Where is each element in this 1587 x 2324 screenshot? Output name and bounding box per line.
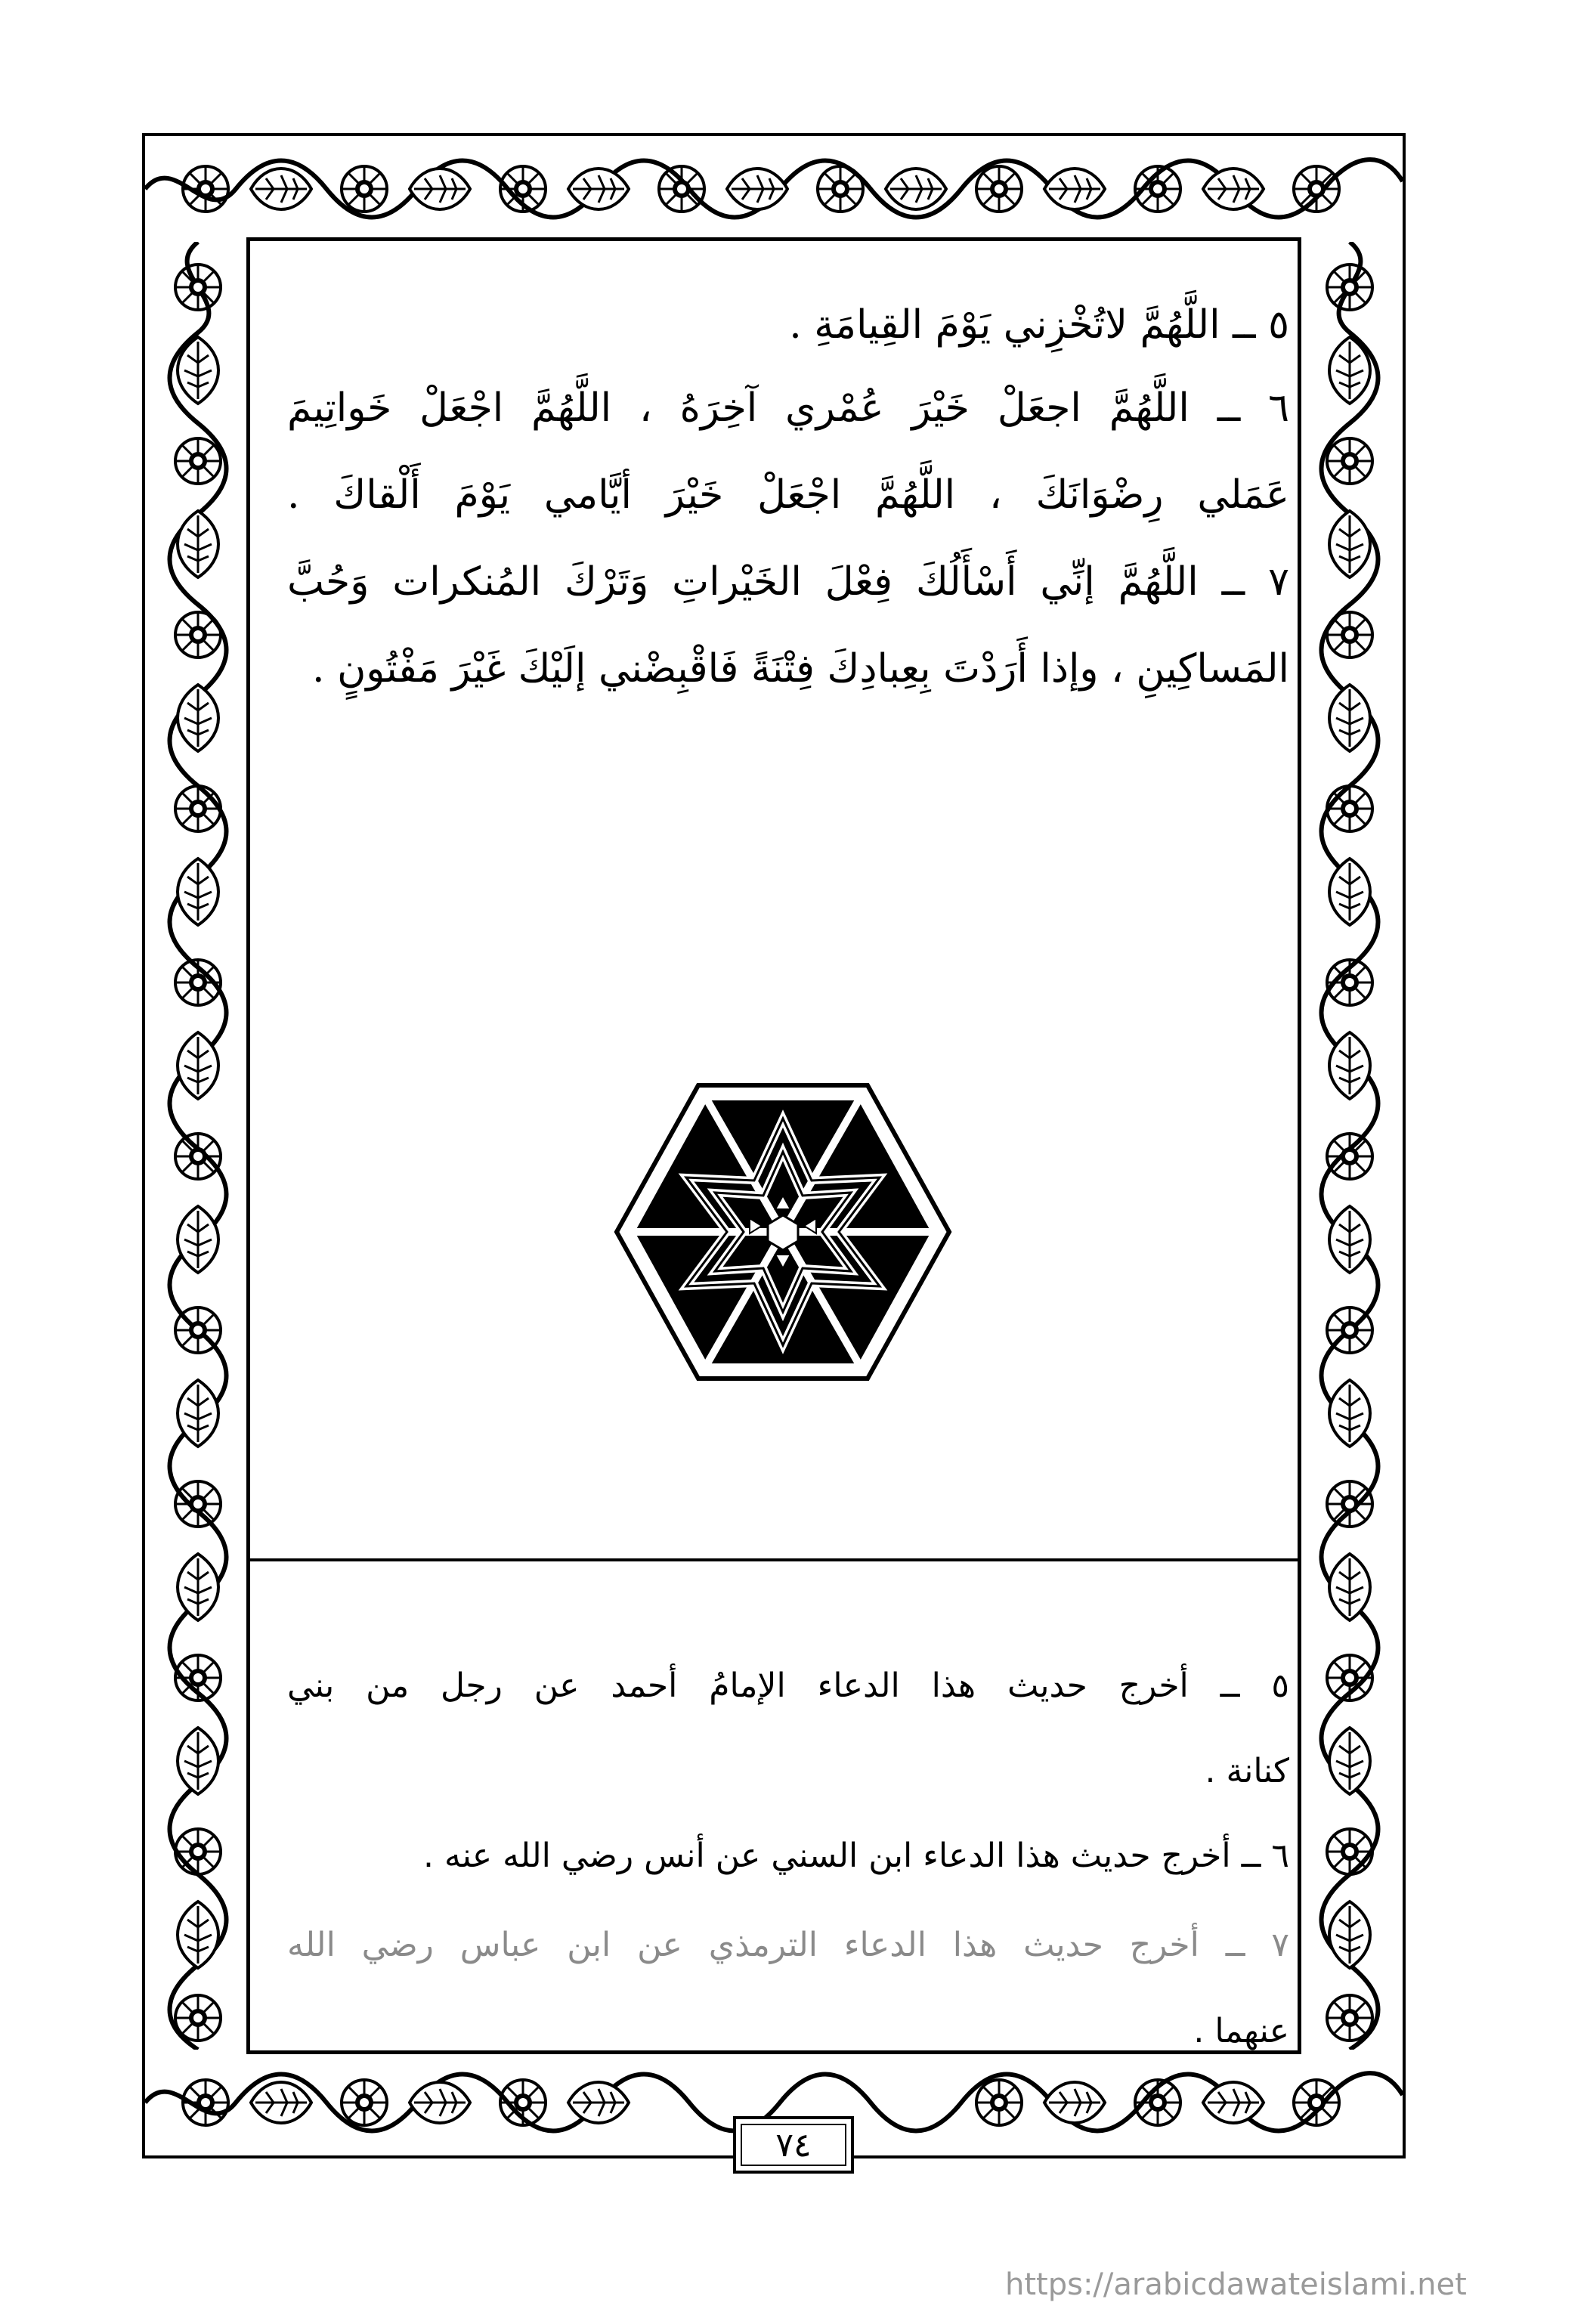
page-number-label: ٧٤ (775, 2125, 812, 2165)
floral-border-right-icon (1297, 242, 1403, 2050)
watermark-url: https://arabicdawateislami.net (1005, 2267, 1467, 2302)
footnote-7a: ٧ ــ أخرج حديث هذا الدعاء الترمذي عن ابن عباس رضي الله (287, 1926, 1289, 1964)
dua-line-6a: ٦ ــ اللَّهُمَّ اجعَلْ خَيْرَ عُمْري آخِرَهُ ، اللَّهُمَّ اجْعَلْ خَواتِيمَ (287, 385, 1289, 431)
dua-line-7b: المَساكِينِ ، وإذا أَرَدْتَ بِعِبادِكَ فِتْنَةً فَاقْبِضْني إلَيْكَ غَيْرَ مَفْتُونٍ . (312, 646, 1289, 692)
floral-border-left-icon (145, 242, 251, 2050)
footnote-5b: كنانة . (1205, 1752, 1289, 1790)
dua-line-5: ٥ ــ اللَّهُمَّ لاتُخْزِني يَوْمَ القِيامَةِ . (789, 302, 1289, 348)
dua-line-6b: عَمَلي رِضْوَانَكَ ، اللَّهُمَّ اجْعَلْ خَيْرَ أيَّامي يَوْمَ أَلْقاكَ . (287, 472, 1289, 518)
footnote-5a: ٥ ــ أخرج حديث هذا الدعاء الإمامُ أحمد عن رجل من بني (287, 1666, 1289, 1705)
footnote-divider (250, 1558, 1298, 1561)
dua-line-7a: ٧ ــ اللَّهُمَّ إنِّي أَسْأَلُكَ فِعْلَ الخَيْراتِ وَتَرْكَ المُنكرات وَحُبَّ (287, 559, 1289, 605)
floral-border-top-icon (145, 136, 1403, 242)
footnote-6: ٦ ــ أخرج حديث هذا الدعاء ابن السني عن أنس رضي الله عنه . (423, 1837, 1289, 1875)
star-hexagon-ornament-icon (614, 1082, 952, 1382)
page-number (733, 2116, 854, 2174)
footnote-7b: عنهما . (1193, 2012, 1289, 2050)
